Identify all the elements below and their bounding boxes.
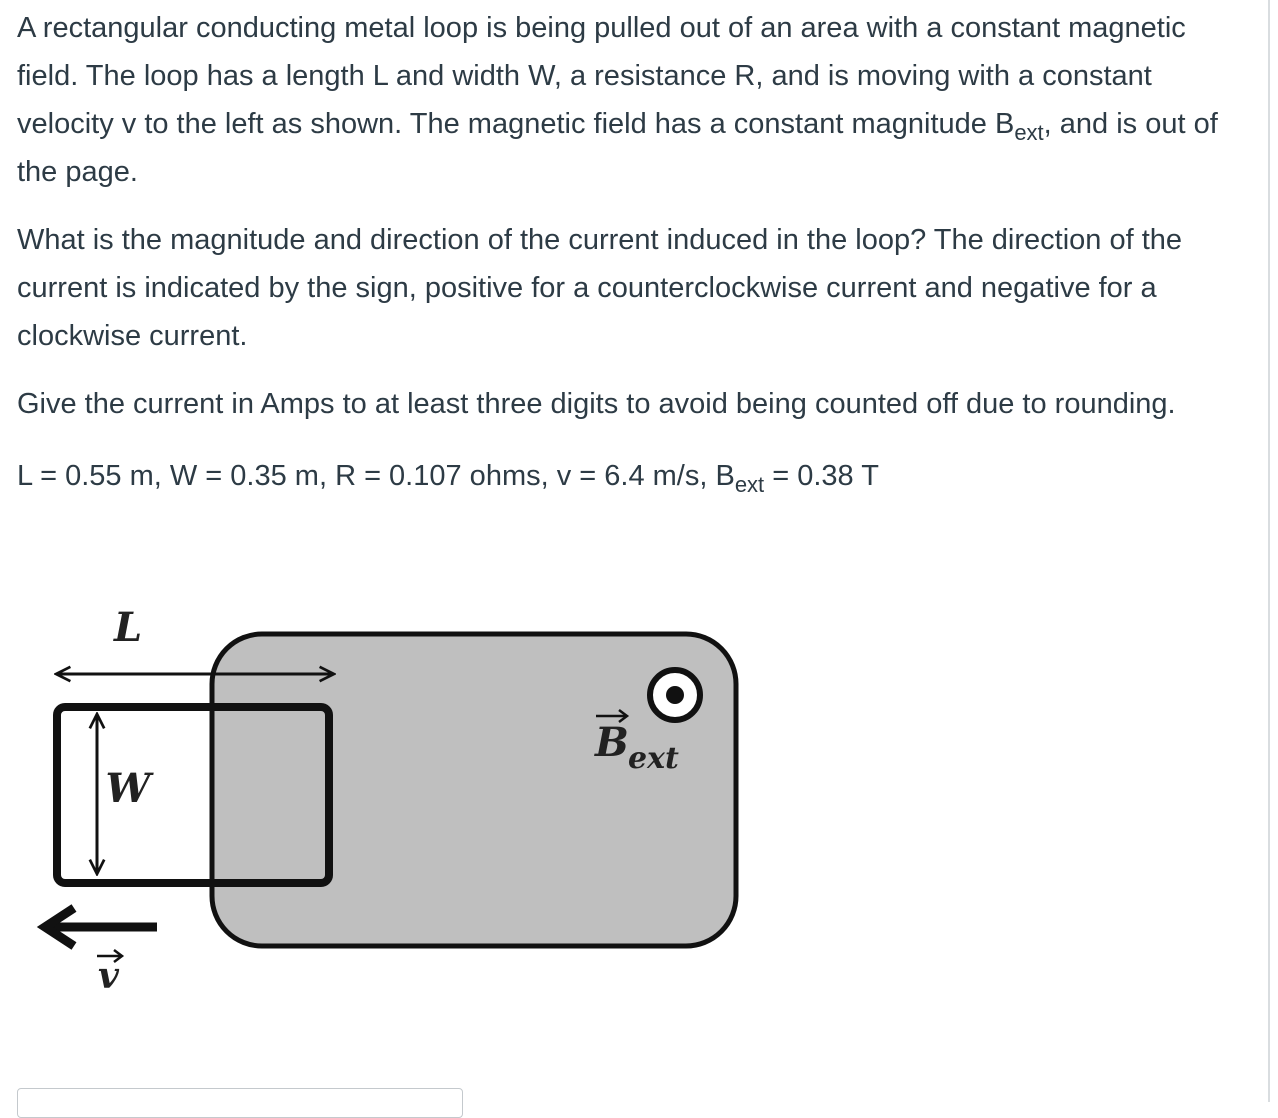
answer-input[interactable] <box>17 1088 463 1118</box>
given-values <box>17 452 1247 500</box>
label-B-subscript: ext <box>628 741 679 776</box>
out-of-page-dot <box>666 686 684 704</box>
loop-diagram-svg <box>0 596 760 1006</box>
label-W: W <box>105 765 151 812</box>
subscript-ext: ext <box>734 472 765 497</box>
loop-diagram <box>0 596 760 1006</box>
subscript-ext: ext <box>1014 120 1044 145</box>
problem-statement <box>17 4 1247 196</box>
content-divider <box>1268 0 1270 1102</box>
question-body <box>17 4 1247 500</box>
given-values-tail: = 0.38 T <box>764 460 879 492</box>
given-values-text: L = 0.55 m, W = 0.35 m, R = 0.107 ohms, v = 6.4 m/s, B <box>17 460 735 492</box>
problem-text-tail: , and is out of the page. <box>17 108 1218 188</box>
label-L: L <box>113 604 143 651</box>
rounding-instruction: Give the current in Amps to at least three digits to avoid being counted off due to rounding. <box>17 388 1176 420</box>
label-B: B <box>595 719 629 766</box>
problem-text: A rectangular conducting metal loop is being pulled out of an area with a constant magnetic field. The loop has a length L and width W, a resistance R, and is moving with a constant velocity v to the left as shown. The magnetic field has a constant magnitude B <box>17 12 1186 140</box>
question-prompt: What is the magnitude and direction of the current induced in the loop? The direction of the current is indicated by the sign, positive for a counterclockwise current and negative for a clockwise current. <box>17 224 1183 352</box>
label-v: v <box>98 955 119 997</box>
